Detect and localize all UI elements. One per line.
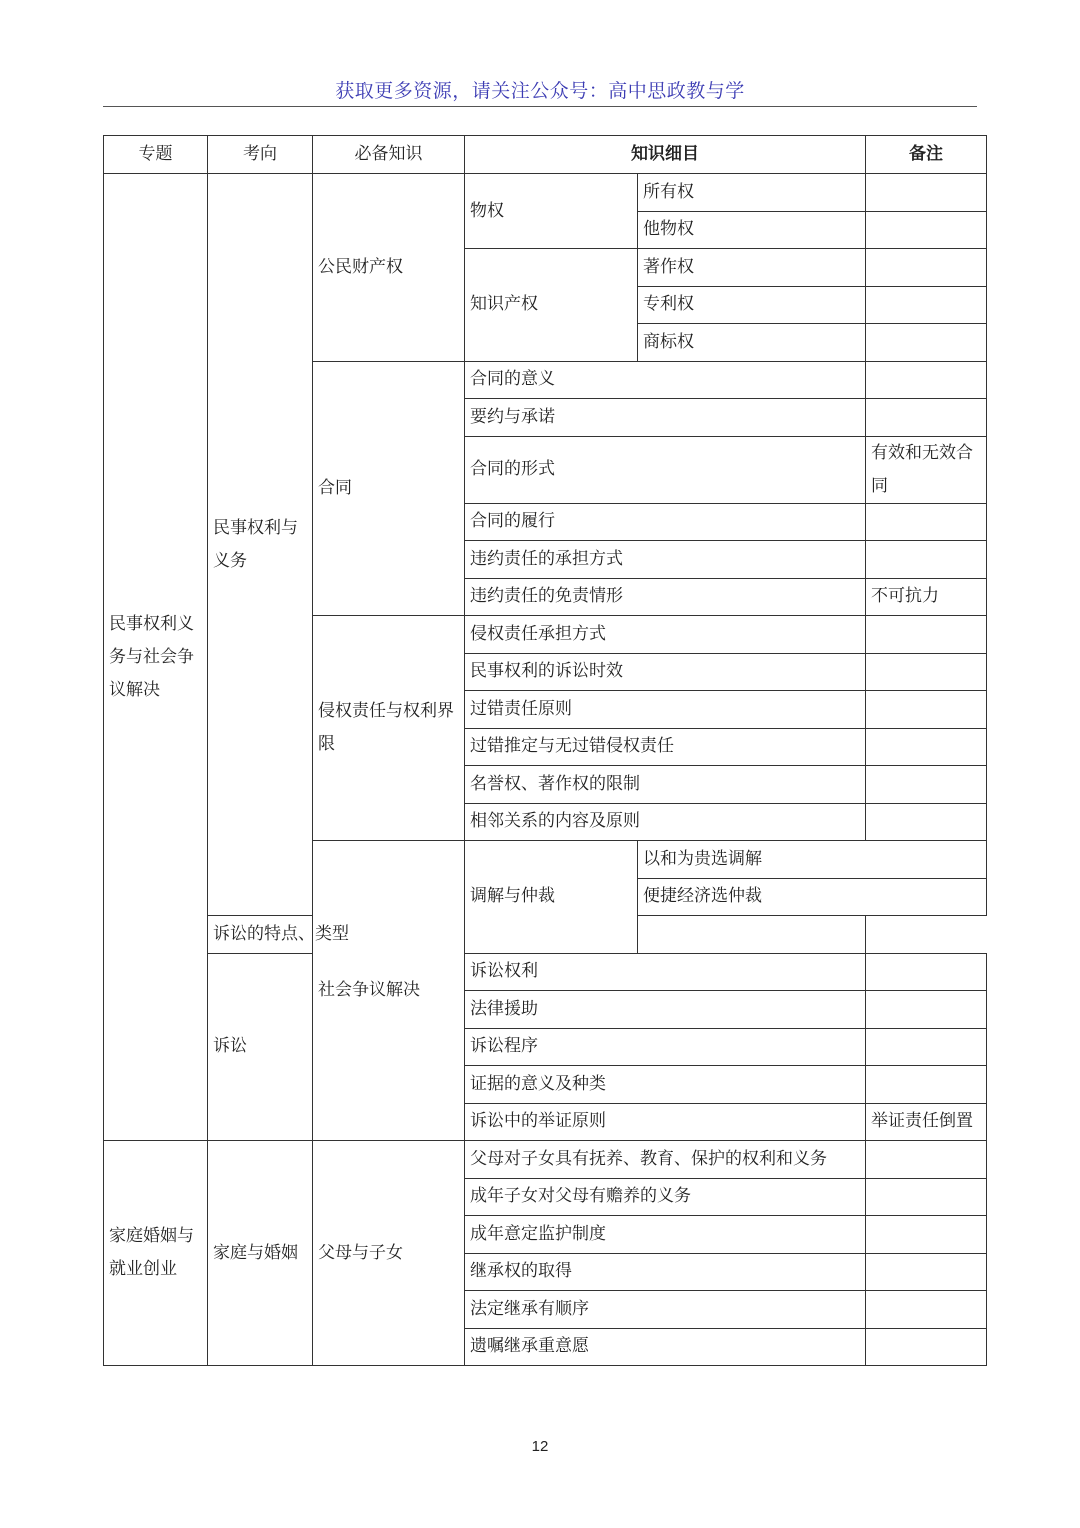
detail-cell: 过错责任原则 xyxy=(465,691,866,729)
remark-cell xyxy=(866,803,987,841)
remark-cell xyxy=(866,361,987,399)
knowledge-cell: 调解与仲裁 xyxy=(465,841,638,954)
detail-cell: 以和为贵选调解 xyxy=(638,841,987,879)
remark-cell: 举证责任倒置 xyxy=(866,1103,987,1141)
topic-cell: 民事权利义务与社会争议解决 xyxy=(104,174,208,1141)
remark-cell xyxy=(866,1066,987,1104)
remark-cell xyxy=(866,249,987,287)
detail-cell: 便捷经济选仲裁 xyxy=(638,878,987,916)
remark-cell xyxy=(866,1216,987,1254)
remark-cell xyxy=(866,211,987,249)
subgroup-cell: 知识产权 xyxy=(465,249,638,362)
col-header-details: 知识细目 xyxy=(465,136,866,174)
detail-cell: 诉讼程序 xyxy=(465,1028,866,1066)
detail-cell: 违约责任的承担方式 xyxy=(465,541,866,579)
detail-cell: 法定继承有顺序 xyxy=(465,1291,866,1329)
remark-cell xyxy=(866,691,987,729)
detail-cell: 合同的履行 xyxy=(465,503,866,541)
header-divider xyxy=(103,106,977,107)
knowledge-outline-table xyxy=(103,135,987,1366)
detail-cell: 继承权的取得 xyxy=(465,1253,866,1291)
direction-cell: 家庭与婚姻 xyxy=(208,1141,313,1366)
col-header-remarks: 备注 xyxy=(866,136,987,174)
detail-cell: 父母对子女具有抚养、教育、保护的权利和义务 xyxy=(465,1141,866,1179)
detail-cell: 商标权 xyxy=(638,324,866,362)
direction-cell: 社会争议解决 xyxy=(313,841,465,1141)
remark-cell xyxy=(866,541,987,579)
detail-cell: 成年意定监护制度 xyxy=(465,1216,866,1254)
detail-cell: 过错推定与无过错侵权责任 xyxy=(465,728,866,766)
detail-cell: 他物权 xyxy=(638,211,866,249)
detail-cell: 侵权责任承担方式 xyxy=(465,616,866,654)
remark-cell xyxy=(866,399,987,437)
remark-cell xyxy=(866,324,987,362)
detail-cell: 相邻关系的内容及原则 xyxy=(465,803,866,841)
detail-cell: 诉讼权利 xyxy=(465,953,866,991)
remark-cell xyxy=(866,953,987,991)
header-row xyxy=(104,136,987,174)
page-number: 12 xyxy=(531,1438,549,1455)
remark-cell xyxy=(866,1328,987,1366)
remark-cell xyxy=(866,1291,987,1329)
detail-cell: 专利权 xyxy=(638,286,866,324)
remark-cell xyxy=(866,728,987,766)
detail-cell: 合同的意义 xyxy=(465,361,866,399)
remark-cell xyxy=(866,174,987,212)
knowledge-cell: 公民财产权 xyxy=(313,174,465,362)
detail-cell: 民事权利的诉讼时效 xyxy=(465,653,866,691)
knowledge-cell: 父母与子女 xyxy=(313,1141,465,1366)
remark-cell xyxy=(866,1178,987,1216)
direction-cell: 民事权利与义务 xyxy=(208,174,313,916)
detail-cell: 要约与承诺 xyxy=(465,399,866,437)
detail-cell: 证据的意义及种类 xyxy=(465,1066,866,1104)
detail-cell: 名誉权、著作权的限制 xyxy=(465,766,866,804)
detail-cell: 所有权 xyxy=(638,174,866,212)
detail-cell: 诉讼中的举证原则 xyxy=(465,1103,866,1141)
col-header-knowledge: 必备知识 xyxy=(313,136,465,174)
remark-cell xyxy=(866,286,987,324)
knowledge-cell: 合同 xyxy=(313,361,465,616)
remark-cell: 有效和无效合同 xyxy=(866,436,987,503)
detail-cell: 法律援助 xyxy=(465,991,866,1029)
detail-cell: 诉讼的特点、类型 xyxy=(208,916,465,954)
remark-cell xyxy=(638,916,866,954)
remark-cell xyxy=(866,1253,987,1291)
knowledge-cell: 侵权责任与权利界限 xyxy=(313,616,465,841)
remark-cell xyxy=(866,1141,987,1179)
topic-cell: 家庭婚姻与就业创业 xyxy=(104,1141,208,1366)
knowledge-cell: 诉讼 xyxy=(208,953,313,1141)
detail-cell: 遗嘱继承重意愿 xyxy=(465,1328,866,1366)
remark-cell xyxy=(866,616,987,654)
remark-cell xyxy=(866,766,987,804)
table-row xyxy=(104,174,987,212)
remark-cell xyxy=(866,653,987,691)
detail-cell: 成年子女对父母有赡养的义务 xyxy=(465,1178,866,1216)
remark-cell: 不可抗力 xyxy=(866,578,987,616)
page-header: 获取更多资源，请关注公众号：高中思政教与学 xyxy=(335,80,745,102)
subgroup-cell: 物权 xyxy=(465,174,638,249)
col-header-topic: 专题 xyxy=(104,136,208,174)
remark-cell xyxy=(866,1028,987,1066)
remark-cell xyxy=(866,503,987,541)
remark-cell xyxy=(866,991,987,1029)
detail-cell: 合同的形式 xyxy=(465,436,866,503)
table-row xyxy=(104,953,987,991)
col-header-direction: 考向 xyxy=(208,136,313,174)
detail-cell: 违约责任的免责情形 xyxy=(465,578,866,616)
detail-cell: 著作权 xyxy=(638,249,866,287)
table-row xyxy=(104,1141,987,1179)
